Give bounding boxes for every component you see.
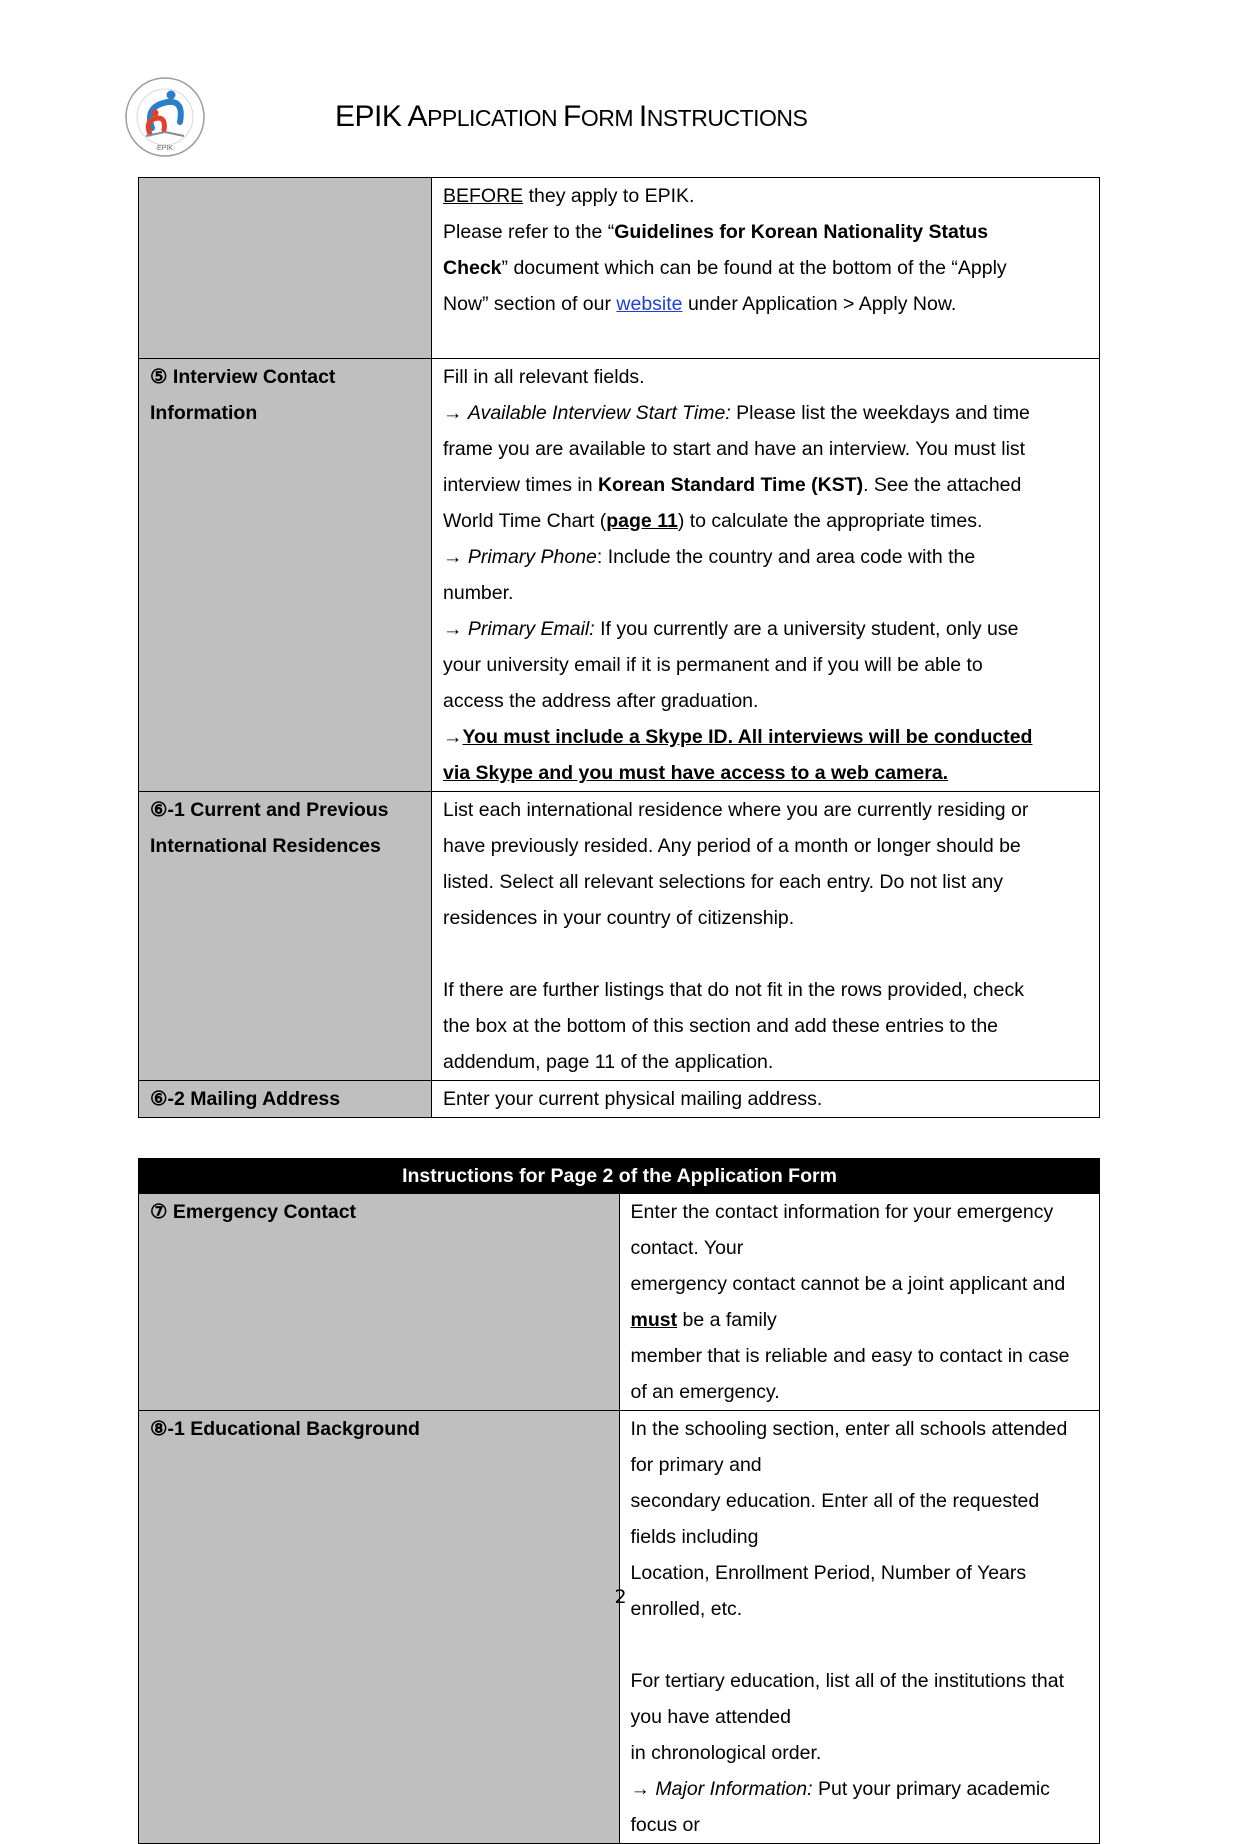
text-segment: Enter the contact information for your emergency contact. Your [630,1201,1054,1259]
text-segment: → [443,402,468,424]
instruction-line [443,611,1089,647]
title-part: A [407,100,428,133]
text-segment: → [443,618,468,640]
text-segment: Now” section of our [443,293,617,315]
row-instructions [619,1194,1100,1411]
title-part: PPLICATION [427,105,563,131]
text-segment: → [630,1778,656,1800]
text-segment: Available Interview Start Time: [467,402,731,424]
instruction-line [443,467,1089,503]
text-segment: Enter your current physical mailing address. [443,1088,823,1110]
text-segment: residences in your country of citizenship. [443,907,795,929]
instruction-line [443,322,1089,358]
instruction-line [443,683,1089,719]
table-row [139,359,1100,792]
text-segment: Major Information: [655,1778,813,1800]
table-row [139,792,1100,1081]
instruction-line [443,359,1089,395]
instruction-line [631,1194,1090,1266]
text-segment: in chronological order. [630,1742,822,1764]
text-segment: BEFORE [443,185,524,207]
instruction-line [443,864,1089,900]
text-segment: If you currently are a university student, only use [594,618,1019,640]
text-segment: For tertiary education, list all of the institutions that you have attended [630,1670,1065,1728]
title-part: NSTRUCTIONS [646,105,808,131]
text-segment: Please list the weekdays and time [730,402,1030,424]
text-segment: → [443,546,468,568]
row-label-blank [139,178,432,359]
text-segment: they apply to EPIK. [523,185,695,207]
text-segment: Fill in all relevant fields. [443,366,645,388]
instruction-line [443,1081,1089,1117]
row-instructions [432,359,1100,792]
text-segment: frame you are available to start and have an interview. You must list [443,438,1026,460]
text-segment: Primary Phone [467,546,597,568]
instruction-line [443,1008,1089,1044]
text-segment: Please refer to the “ [443,221,615,243]
instruction-line [443,250,1089,286]
instruction-line [443,214,1089,250]
instruction-line [443,755,1089,791]
instruction-line [443,828,1089,864]
text-segment: under Application > Apply Now. [682,293,957,315]
instruction-line [443,575,1089,611]
text-segment: emergency contact cannot be a joint applicant and [630,1273,1066,1295]
instruction-line [631,1266,1090,1338]
text-segment: be a family [677,1309,777,1331]
text-segment: ” document which can be found at the bottom of the “Apply [501,257,1007,279]
row-instructions [432,792,1100,1081]
instruction-line [443,792,1089,828]
table-row [139,1194,1100,1411]
text-segment: → [443,726,463,748]
row-instructions [432,1081,1100,1118]
instruction-line [443,503,1089,539]
instruction-line [631,1338,1090,1410]
title-part: ORM [580,105,639,131]
text-segment: You must include a Skype ID. All interviews will be conducted [462,726,1033,748]
text-segment: listed. Select all relevant selections for each entry. Do not list any [443,871,1003,893]
row-label-2-mailing-address: ⑥-2 Mailing Address [139,1081,432,1118]
table-row [139,178,1100,359]
instruction-line [443,539,1089,575]
text-segment: addendum, page 11 of the application. [443,1051,774,1073]
text-segment: Location, Enrollment Period, Number of Years enrolled, etc. [630,1562,1027,1620]
instruction-line [443,286,1089,322]
instruction-line [443,395,1089,431]
text-segment: access the address after graduation. [443,690,759,712]
website-link[interactable]: website [616,293,683,315]
instruction-line [443,936,1089,972]
text-segment: interview times in [443,474,598,496]
text-segment: ) to calculate the appropriate times. [677,510,983,532]
table-row [139,1081,1100,1118]
row-instructions [432,178,1100,359]
svg-text:·EPIK·: ·EPIK· [154,145,176,152]
row-label-interview-contact-information: ⑤ Interview Contact Information [139,359,432,792]
text-segment: In the schooling section, enter all schools attended for primary and [630,1418,1068,1476]
text-segment: World Time Chart ( [443,510,607,532]
page-number: 2 [614,1586,627,1608]
instruction-line [443,431,1089,467]
text-segment: must [630,1309,678,1331]
text-segment: have previously resided. Any period of a month or longer should be [443,835,1021,857]
table-heading-row [139,1159,1100,1194]
title-part: EPIK [335,100,408,133]
instruction-line [631,1663,1090,1735]
text-segment: If there are further listings that do not fit in the rows provided, check [443,979,1024,1001]
instruction-line [443,647,1089,683]
text-segment: secondary education. Enter all of the requested fields including [630,1490,1040,1548]
text-segment: Guidelines for Korean Nationality Status [614,221,989,243]
instruction-line [631,1735,1090,1771]
section-heading: Instructions for Page 2 of the Application Form [139,1159,1100,1194]
row-label-1-educational-background: ⑧-1 Educational Background [139,1411,620,1844]
text-segment: List each international residence where you are currently residing or [443,799,1029,821]
text-segment: : Include the country and area code with the [596,546,976,568]
text-segment: your university email if it is permanent and if you will be able to [443,654,983,676]
text-segment: Put your primary academic focus or [630,1778,1050,1836]
instruction-line [631,1483,1090,1555]
text-segment: the box at the bottom of this section and add these entries to the [443,1015,999,1037]
epik-logo-icon [124,76,206,158]
text-segment: Korean Standard Time (KST) [597,474,864,496]
title-part: I [638,100,647,133]
text-segment: page 11 [606,510,678,532]
instruction-line [631,1411,1090,1483]
instruction-line [443,1044,1089,1080]
text-segment: . See the attached [863,474,1022,496]
page-title [335,100,807,134]
text-segment: number. [443,582,514,604]
text-segment: Primary Email: [467,618,595,640]
instruction-line [443,178,1089,214]
table-row [139,1411,1100,1844]
instructions-table-page2 [138,1158,1100,1844]
row-label-emergency-contact: ⑦ Emergency Contact [139,1194,620,1411]
text-segment: Check [443,257,502,279]
text-segment: via Skype and you must have access to a web camera. [443,762,949,784]
instruction-line [631,1771,1090,1843]
instruction-line [443,972,1089,1008]
instructions-table-page1 [138,177,1100,1118]
instruction-line [443,900,1089,936]
text-segment: member that is reliable and easy to contact in case of an emergency. [630,1345,1070,1403]
title-part: F [563,100,581,133]
instruction-line [631,1627,1090,1663]
row-label-1-current-and-previous-international-residences: ⑥-1 Current and Previous International Residences [139,792,432,1081]
row-instructions [619,1411,1100,1844]
instruction-line [443,719,1089,755]
